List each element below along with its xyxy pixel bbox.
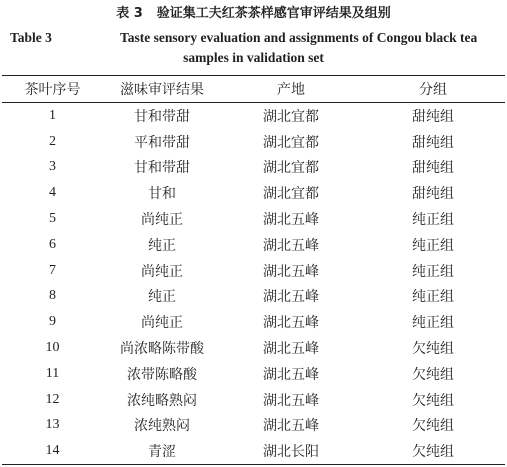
cell-origin: 湖北长阳: [263, 444, 319, 461]
cell-taste-result: 浓纯略熟闷: [127, 392, 197, 409]
table-row: [2, 284, 505, 310]
cell-origin: 湖北五峰: [263, 237, 319, 254]
cell-taste-result: 纯正: [148, 289, 176, 306]
cell-sample-number: 6: [49, 236, 56, 252]
table-row: [2, 309, 505, 335]
cell-origin: 湖北五峰: [263, 263, 319, 280]
cell-group: 欠纯组: [412, 392, 454, 409]
cell-taste-result: 浓带陈略酸: [127, 366, 197, 383]
table-row: [2, 206, 505, 232]
cell-taste-result: 纯正: [148, 237, 176, 254]
table-caption-english: [0, 28, 507, 68]
cell-sample-number: 1: [49, 107, 56, 123]
cell-group: 甜纯组: [412, 134, 454, 151]
header-sample-number: 茶叶序号: [24, 82, 81, 98]
table-row: [2, 413, 505, 439]
cell-origin: 湖北五峰: [263, 366, 319, 383]
table-title-chinese: 验证集工夫红茶茶样感官审评结果及组别: [156, 6, 391, 21]
table-title-english-part2: samples in validation set: [183, 50, 324, 65]
cell-group: 甜纯组: [412, 108, 454, 125]
table-row: [2, 387, 505, 413]
cell-origin: 湖北宜都: [263, 160, 319, 177]
cell-sample-number: 8: [49, 288, 56, 304]
cell-origin: 湖北五峰: [263, 315, 319, 332]
cell-taste-result: 浓纯熟闷: [134, 418, 190, 435]
cell-group: 纯正组: [412, 237, 454, 254]
header-origin: 产地: [277, 82, 305, 98]
cell-taste-result: 甘和带甜: [134, 160, 190, 177]
table-caption-chinese: [0, 5, 507, 23]
cell-sample-number: 9: [49, 314, 56, 330]
cell-origin: 湖北五峰: [263, 418, 319, 435]
header-group: 分组: [419, 82, 447, 98]
sensory-evaluation-table: [2, 75, 505, 465]
cell-origin: 湖北五峰: [263, 341, 319, 358]
cell-sample-number: 7: [49, 262, 56, 278]
table-row: [2, 232, 505, 258]
cell-taste-result: 青涩: [148, 444, 176, 461]
cell-group: 纯正组: [412, 315, 454, 332]
table-row: [2, 438, 505, 464]
table-caption-english-line1: [0, 28, 507, 48]
cell-sample-number: 3: [49, 159, 56, 175]
cell-sample-number: 2: [49, 133, 56, 149]
cell-sample-number: 4: [49, 185, 56, 201]
cell-taste-result: 尚纯正: [141, 315, 183, 332]
cell-sample-number: 11: [45, 365, 60, 381]
cell-group: 纯正组: [412, 289, 454, 306]
table-row: [2, 258, 505, 284]
cell-group: 甜纯组: [412, 186, 454, 203]
cell-group: 甜纯组: [412, 160, 454, 177]
cell-taste-result: 尚纯正: [141, 212, 183, 229]
table-row: [2, 361, 505, 387]
header-taste-result: 滋味审评结果: [120, 82, 204, 98]
cell-taste-result: 尚浓略陈带酸: [120, 341, 204, 358]
cell-origin: 湖北五峰: [263, 392, 319, 409]
table-label-english: Table 3: [10, 30, 52, 45]
cell-origin: 湖北宜都: [263, 108, 319, 125]
cell-group: 纯正组: [412, 212, 454, 229]
table-label-chinese: 表 3: [116, 6, 143, 21]
cell-sample-number: 5: [49, 211, 56, 227]
cell-sample-number: 12: [45, 391, 60, 407]
cell-sample-number: 13: [45, 417, 60, 433]
table-row: [2, 155, 505, 181]
cell-taste-result: 甘和带甜: [134, 108, 190, 125]
table-body: [2, 103, 505, 465]
table-title-english-part1: Taste sensory evaluation and assignments of Congou black tea: [120, 30, 478, 45]
cell-origin: 湖北宜都: [263, 186, 319, 203]
cell-sample-number: 10: [45, 340, 60, 356]
cell-sample-number: 14: [45, 443, 60, 459]
cell-origin: 湖北宜都: [263, 134, 319, 151]
cell-taste-result: 平和带甜: [134, 134, 190, 151]
cell-group: 欠纯组: [412, 341, 454, 358]
table-row: [2, 180, 505, 206]
table-row: [2, 335, 505, 361]
cell-group: 欠纯组: [412, 418, 454, 435]
cell-group: 欠纯组: [412, 444, 454, 461]
table-row: [2, 129, 505, 155]
table-header-row: [2, 76, 505, 103]
cell-taste-result: 甘和: [148, 186, 176, 203]
cell-origin: 湖北五峰: [263, 212, 319, 229]
cell-origin: 湖北五峰: [263, 289, 319, 306]
table-row: [2, 103, 505, 129]
cell-taste-result: 尚纯正: [141, 263, 183, 280]
cell-group: 欠纯组: [412, 366, 454, 383]
cell-group: 纯正组: [412, 263, 454, 280]
